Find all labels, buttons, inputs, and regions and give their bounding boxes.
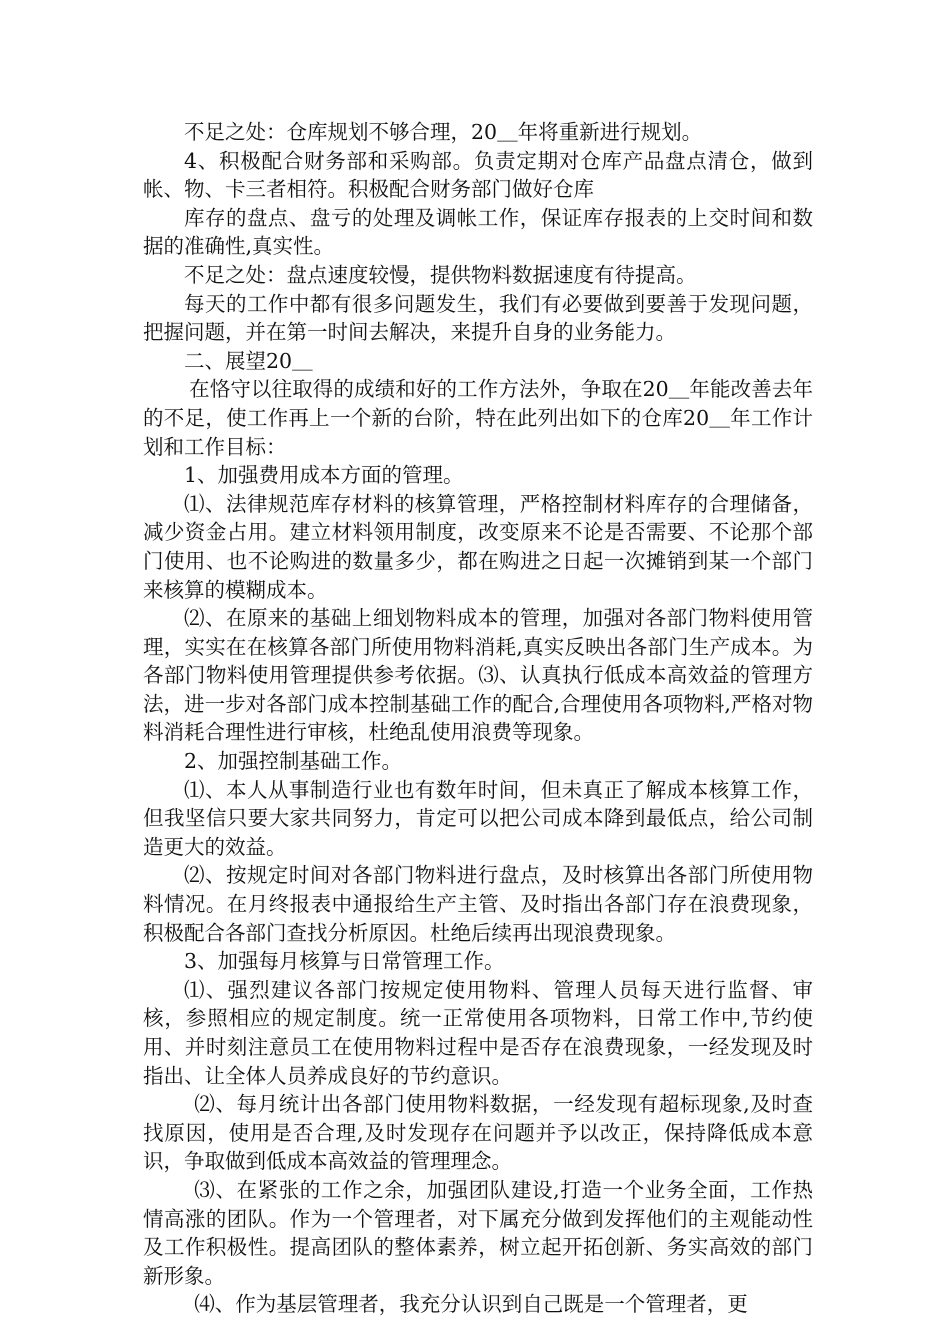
paragraph-monthly-3: ⑶、在紧张的工作之余，加强团队建设,打造一个业务全面，工作热情高涨的团队。作为一个管理者，对下属充分做到发挥他们的主观能动性及工作积极性。提高团队的整体素养，树立起开拓创新、务实高效的部门新形象。 (143, 1177, 813, 1288)
paragraph-item-4: 4、积极配合财务部和采购部。负责定期对仓库产品盘点清仓，做到帐、物、卡三者相符。积极配合财务部门做好仓库 (143, 148, 813, 202)
paragraph-control-2: ⑵、按规定时间对各部门物料进行盘点，及时核算出各部门所使用物料情况。在月终报表中通报给生产主管、及时指出各部门存在浪费现象，积极配合各部门查找分析原因。杜绝后续再出现浪费现象。 (143, 863, 813, 945)
subheading-cost-management: 1、加强费用成本方面的管理。 (184, 463, 464, 488)
paragraph-shortcoming-speed: 不足之处：盘点速度较慢，提供物料数据速度有待提高。 (184, 262, 697, 287)
paragraph-control-1: ⑴、本人从事制造行业也有数年时间，但未真正了解成本核算工作，但我坚信只要大家共同努力，肯定可以把公司成本降到最低点，给公司制造更大的效益。 (143, 777, 813, 859)
paragraph-cost-2-3: ⑵、在原来的基础上细划物料成本的管理，加强对各部门物料使用管理，实实在在核算各部门所使用物料消耗,真实反映出各部门生产成本。为各部门物料使用管理提供参考依据。⑶、认真执行低成本高效益的管理方法，进一步对各部门成本控制基础工作的配合,合理使用各项物料,严格对物料消耗合理性进行审核，杜绝乱使用浪费等现象。 (143, 606, 813, 745)
document-body (143, 118, 813, 1319)
subheading-control-basics: 2、加强控制基础工作。 (184, 749, 403, 774)
paragraph-shortcoming-planning: 不足之处：仓库规划不够合理，20＿年将重新进行规划。 (184, 120, 703, 144)
subheading-monthly-accounting: 3、加强每月核算与日常管理工作。 (184, 949, 505, 974)
paragraph-monthly-1: ⑴、强烈建议各部门按规定使用物料、管理人员每天进行监督、审核，参照相应的规定制度。统一正常使用各项物料，日常工作中,节约使用、并时刻注意员工在使用物料过程中是否存在浪费现象，一经发现及时指出、让全体人员养成良好的节约意识。 (143, 977, 813, 1088)
paragraph-monthly-2: ⑵、每月统计出各部门使用物料数据，一经发现有超标现象,及时查找原因，使用是否合理,及时发现存在问题并予以改正，保持降低成本意识，争取做到低成本高效益的管理理念。 (143, 1092, 813, 1174)
section-heading-outlook: 二、展望20＿ (184, 348, 313, 373)
paragraph-daily-problems: 每天的工作中都有很多问题发生，我们有必要做到要善于发现问题，把握问题，并在第一时间去解决，来提升自身的业务能力。 (143, 291, 813, 345)
paragraph-inventory-check: 库存的盘点、盘亏的处理及调帐工作，保证库存报表的上交时间和数据的准确性,真实性。 (143, 205, 813, 259)
paragraph-monthly-4: ⑷、作为基层管理者，我充分认识到自己既是一个管理者，更 (194, 1292, 748, 1317)
paragraph-cost-1: ⑴、法律规范库存材料的核算管理，严格控制材料库存的合理储备，减少资金占用。建立材料领用制度，改变原来不论是否需要、不论那个部门使用、也不论购进的数量多少，都在购进之日起一次摊销到某一个部门来核算的模糊成本。 (143, 491, 813, 602)
paragraph-outlook-intro: 在恪守以往取得的成绩和好的工作方法外，争取在20＿年能改善去年的不足，使工作再上一个新的台阶，特在此列出如下的仓库20＿年工作计划和工作目标： (143, 377, 813, 459)
